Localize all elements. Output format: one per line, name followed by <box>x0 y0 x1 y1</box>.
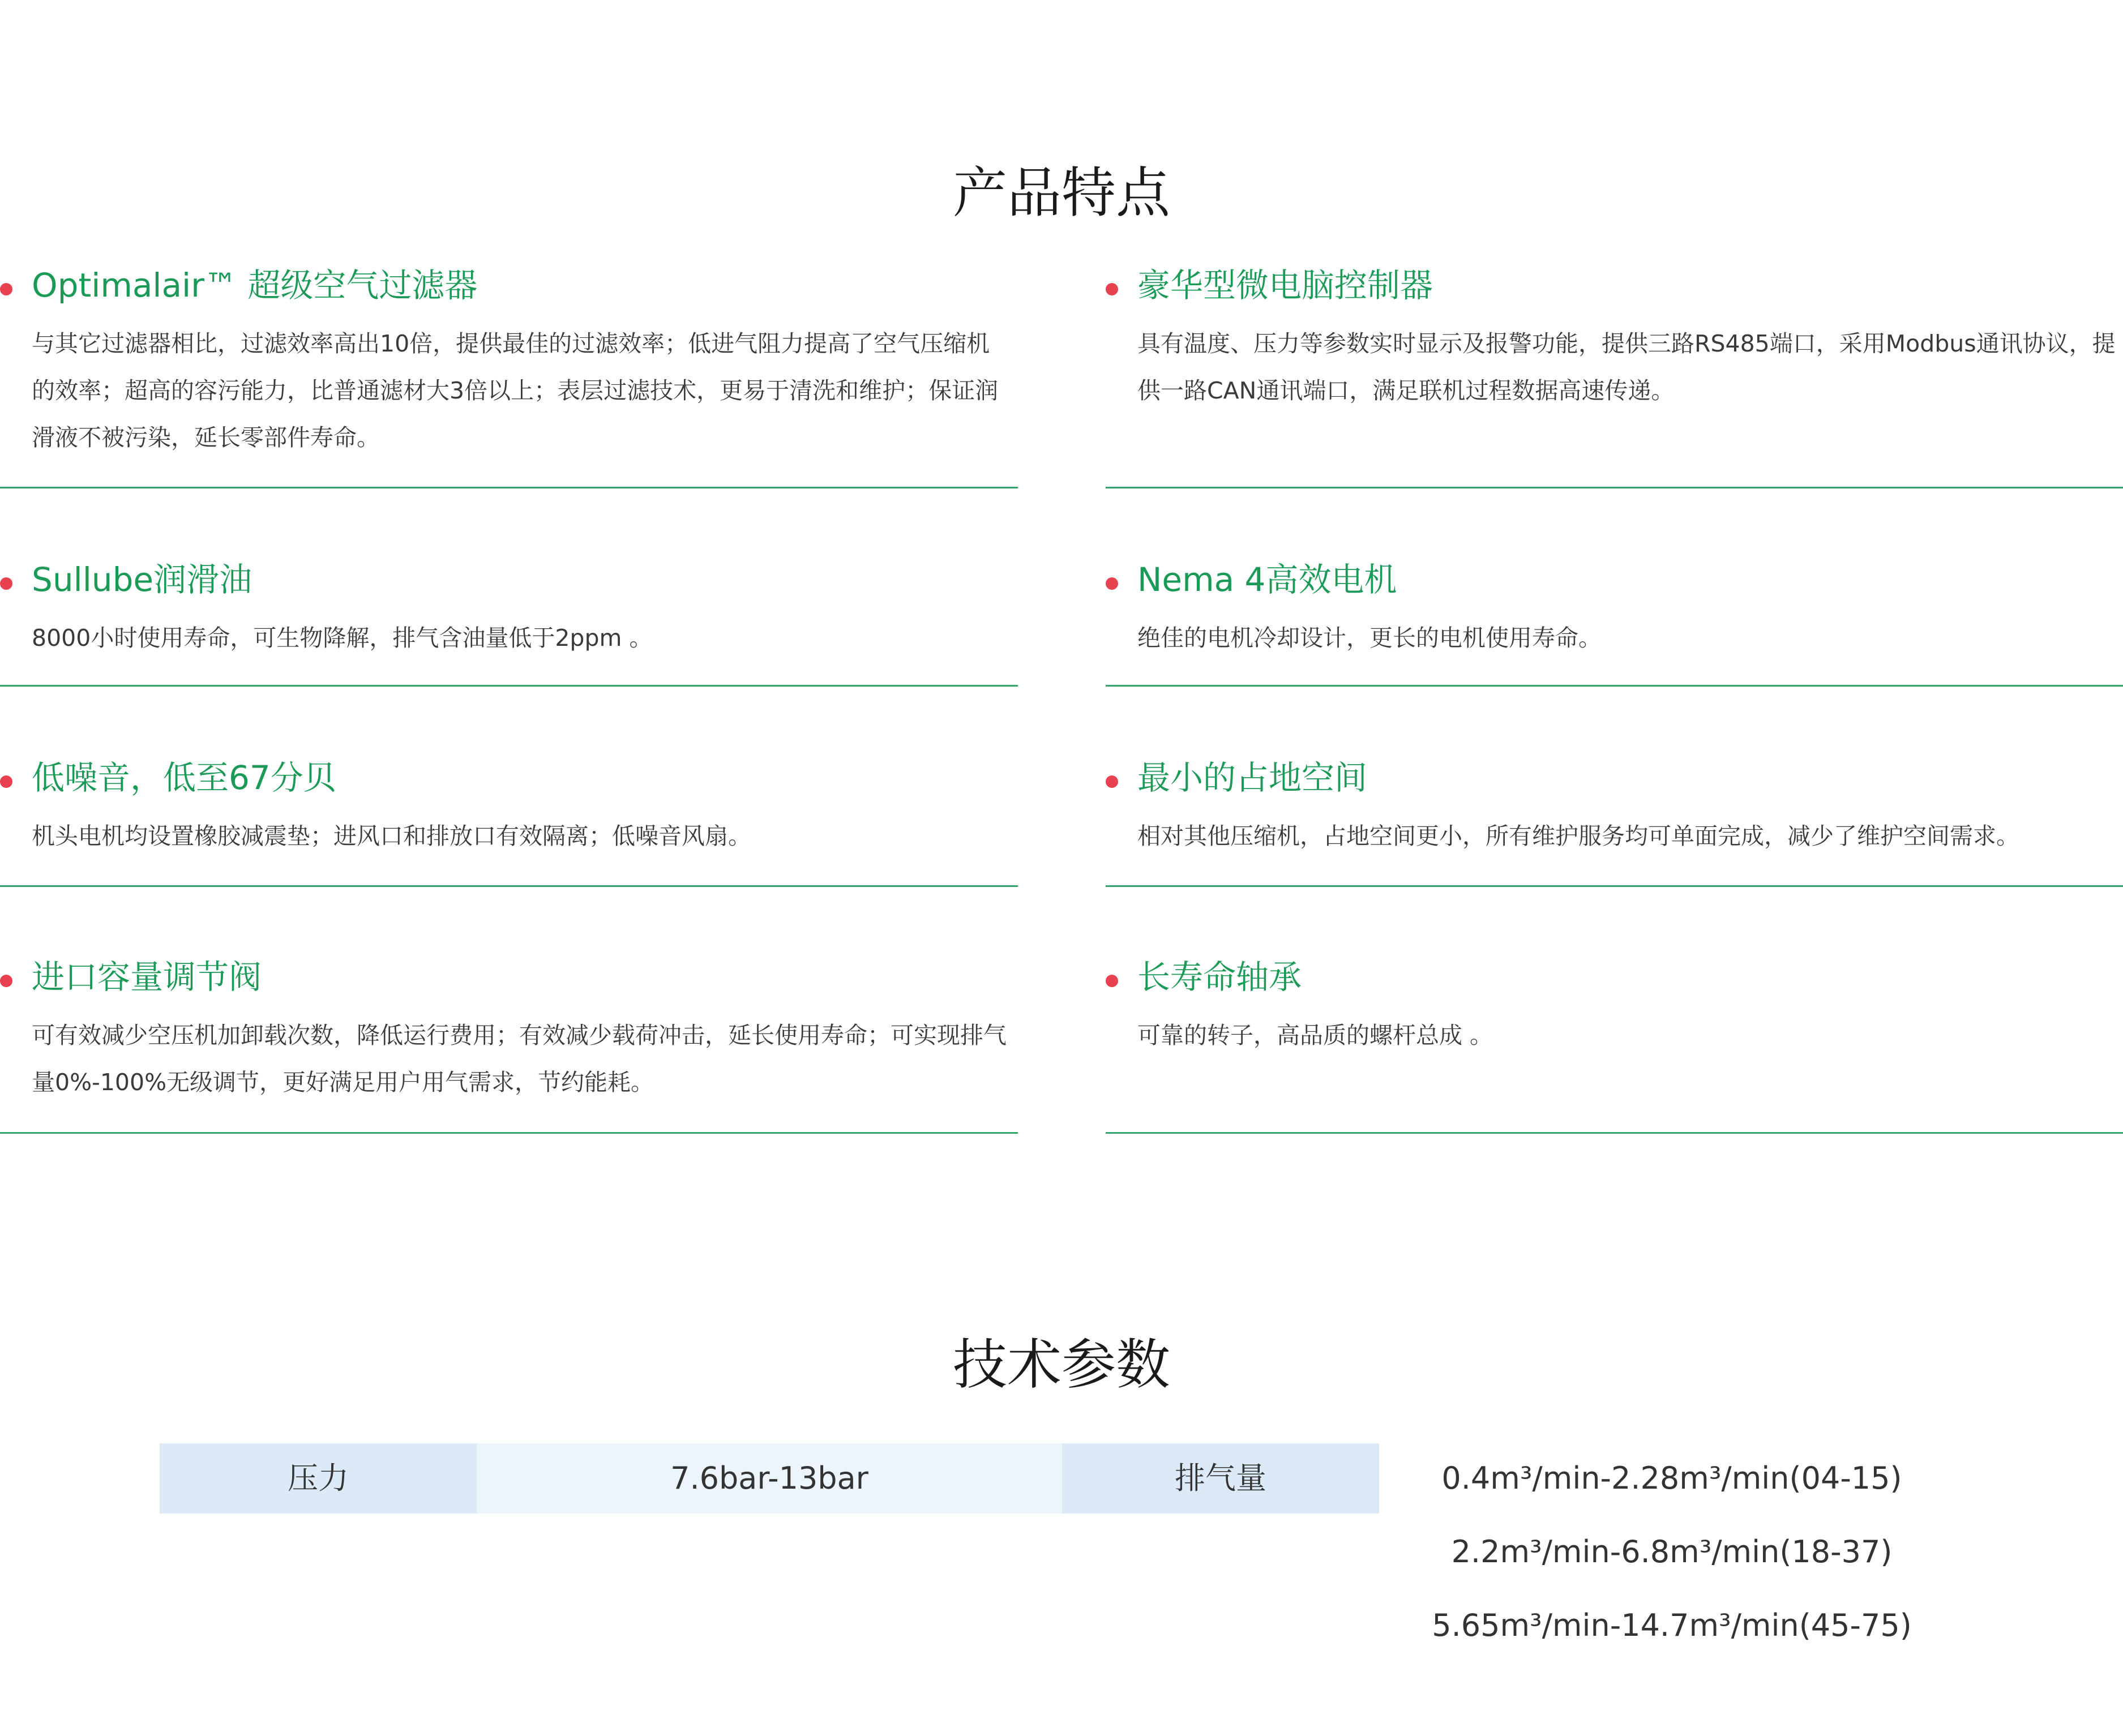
spec-pressure-label: 压力 <box>160 1443 477 1514</box>
feature-heading: 低噪音，低至67分贝 <box>32 758 336 797</box>
bullet-dot-icon <box>1106 283 1118 295</box>
bullet-dot-icon <box>0 283 12 295</box>
feature-desc: 可有效减少空压机加卸载次数，降低运行费用；有效减少载荷冲击，延长使用寿命；可实现排气量0%-100%无级调节，更好满足用户用气需求，节约能耗。 <box>32 1022 1007 1096</box>
spec-air-value: 0.4m³/min-2.28m³/min(04-15) <box>1441 1460 1902 1496</box>
features-title: 产品特点 <box>953 161 1170 225</box>
spec-air-value: 5.65m³/min-14.7m³/min(45-75) <box>1432 1608 1912 1643</box>
feature-desc: 可靠的转子，高品质的螺杆总成 。 <box>1137 1022 1493 1049</box>
feature-desc: 8000小时使用寿命，可生物降解，排气含油量低于2ppm 。 <box>32 624 653 651</box>
divider <box>0 685 1018 687</box>
feature-desc: 机头电机均设置橡胶减震垫；进风口和排放口有效隔离；低噪音风扇。 <box>32 822 751 850</box>
spec-air-value: 2.2m³/min-6.8m³/min(18-37) <box>1451 1534 1893 1570</box>
spec-pressure-value: 7.6bar-13bar <box>477 1443 1062 1514</box>
feature-desc: 相对其他压缩机，占地空间更小，所有维护服务均可单面完成，减少了维护空间需求。 <box>1137 822 2019 850</box>
feature-desc: 绝佳的电机冷却设计，更长的电机使用寿命。 <box>1137 624 1602 651</box>
divider <box>0 1132 1018 1134</box>
spec-air-label: 排气量 <box>1062 1443 1379 1514</box>
feature-heading: 最小的占地空间 <box>1137 758 1368 797</box>
feature-heading: Optimalair™ 超级空气过滤器 <box>32 266 478 305</box>
bullet-dot-icon <box>0 577 12 590</box>
specs-title: 技术参数 <box>953 1333 1170 1397</box>
feature-heading: 长寿命轴承 <box>1137 958 1302 996</box>
divider <box>0 487 1018 488</box>
feature-desc: 具有温度、压力等参数实时显示及报警功能，提供三路RS485端口，采用Modbus通讯协议，提供一路CAN通讯端口，满足联机过程数据高速传递。 <box>1137 330 2116 404</box>
feature-heading: 进口容量调节阀 <box>32 958 262 996</box>
feature-desc: 与其它过滤器相比，过滤效率高出10倍，提供最佳的过滤效率；低进气阻力提高了空气压缩机的效率；超高的容污能力，比普通滤材大3倍以上；表层过滤技术，更易于清洗和维护；保证润滑液不被污染，延长零部件寿命。 <box>32 330 999 451</box>
bullet-dot-icon <box>0 975 12 987</box>
feature-heading: 豪华型微电脑控制器 <box>1137 266 1433 305</box>
bullet-dot-icon <box>0 775 12 788</box>
feature-heading: Sullube润滑油 <box>32 560 252 599</box>
bullet-dot-icon <box>1106 577 1118 590</box>
divider <box>1106 487 2123 488</box>
divider <box>0 885 1018 887</box>
bullet-dot-icon <box>1106 975 1118 987</box>
divider <box>1106 1132 2123 1134</box>
divider <box>1106 885 2123 887</box>
divider <box>1106 685 2123 687</box>
feature-heading: Nema 4高效电机 <box>1137 560 1397 599</box>
bullet-dot-icon <box>1106 775 1118 788</box>
